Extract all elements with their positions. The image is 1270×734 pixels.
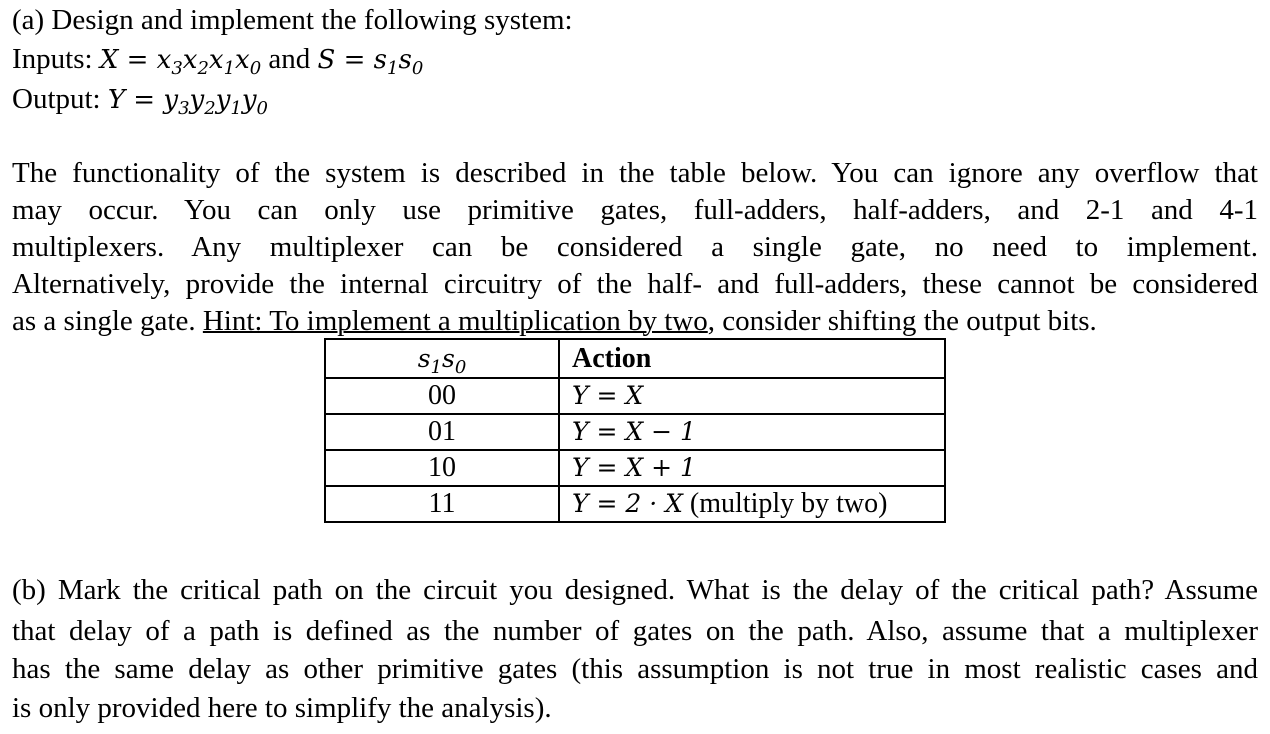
output-line: Output: $Y = y_3y_2y_1y_0$: [12, 83, 268, 119]
x-bit: $x_1$: [208, 45, 236, 79]
input-x-symbol: X: [99, 45, 119, 75]
action-cell: Y = X − 1: [559, 414, 945, 450]
table-row: [325, 414, 945, 450]
table-header-row: [325, 339, 945, 378]
header-action: Action: [559, 339, 945, 378]
paragraph-line: The functionality of the system is described in the table below. You can ignore any overflow that: [12, 157, 1258, 189]
table-row: [325, 486, 945, 522]
paragraph-line: multiplexers. Any multiplexer can be considered a single gate, no need to implement.: [12, 231, 1258, 263]
part-b-line: has the same delay as other primitive gates (this assumption is not true in most realistic cases and: [12, 653, 1258, 685]
output-label: Output:: [12, 83, 108, 115]
table-row: [325, 378, 945, 414]
action-cell: Y = X: [559, 378, 945, 414]
part-b-line: (b) Mark the critical path on the circuit you designed. What is the delay of the critical path? Assume: [12, 574, 1258, 606]
select-code: 00: [325, 378, 559, 414]
action-table: [324, 338, 946, 523]
part-b-line: is only provided here to simplify the analysis).: [12, 692, 552, 724]
part-b-line: that delay of a path is defined as the number of gates on the path. Also, assume that a multiplexer: [12, 615, 1258, 647]
output-y-symbol: Y: [107, 85, 126, 115]
header-s1s0: $s_1s_0$: [325, 339, 559, 378]
x-bit: $x_3$: [156, 45, 183, 79]
inputs-label: Inputs:: [12, 43, 100, 75]
y-bit: $y_3$: [163, 85, 190, 119]
y-bit: $y_1$: [215, 85, 242, 119]
paragraph-last-line: as a single gate. Hint: To implement a multiplication by two, consider shifting the output bits.: [12, 305, 1097, 337]
action-cell: Y = X + 1: [559, 450, 945, 486]
select-code: 01: [325, 414, 559, 450]
inputs-line: Inputs: $X = x_3x_2x_1x_0$ and $S = s_1s_0$: [12, 43, 424, 79]
and-word: and: [261, 43, 318, 75]
table-row: [325, 450, 945, 486]
select-code: 10: [325, 450, 559, 486]
action-cell: Y = 2 · X (multiply by two): [559, 486, 945, 522]
y-bit: $y_2$: [189, 85, 216, 119]
x-bit: $x_0$: [235, 45, 262, 79]
part-a-heading: (a) Design and implement the following system:: [12, 4, 573, 36]
x-bit: $x_2$: [182, 45, 209, 79]
select-code: 11: [325, 486, 559, 522]
y-bit: $y_0$: [241, 85, 268, 119]
equals-sign: =: [118, 45, 157, 75]
s-bit: $s_1$: [373, 45, 399, 79]
paragraph-line: may occur. You can only use primitive gates, full-adders, half-adders, and 2-1 and 4-1: [12, 194, 1258, 226]
hint-text: Hint: To implement a multiplication by two: [202, 305, 708, 337]
paragraph-line: Alternatively, provide the internal circuitry of the half- and full-adders, these cannot be considered: [12, 268, 1258, 300]
s-bit: $s_0$: [398, 45, 424, 79]
input-s-symbol: S: [317, 45, 336, 75]
